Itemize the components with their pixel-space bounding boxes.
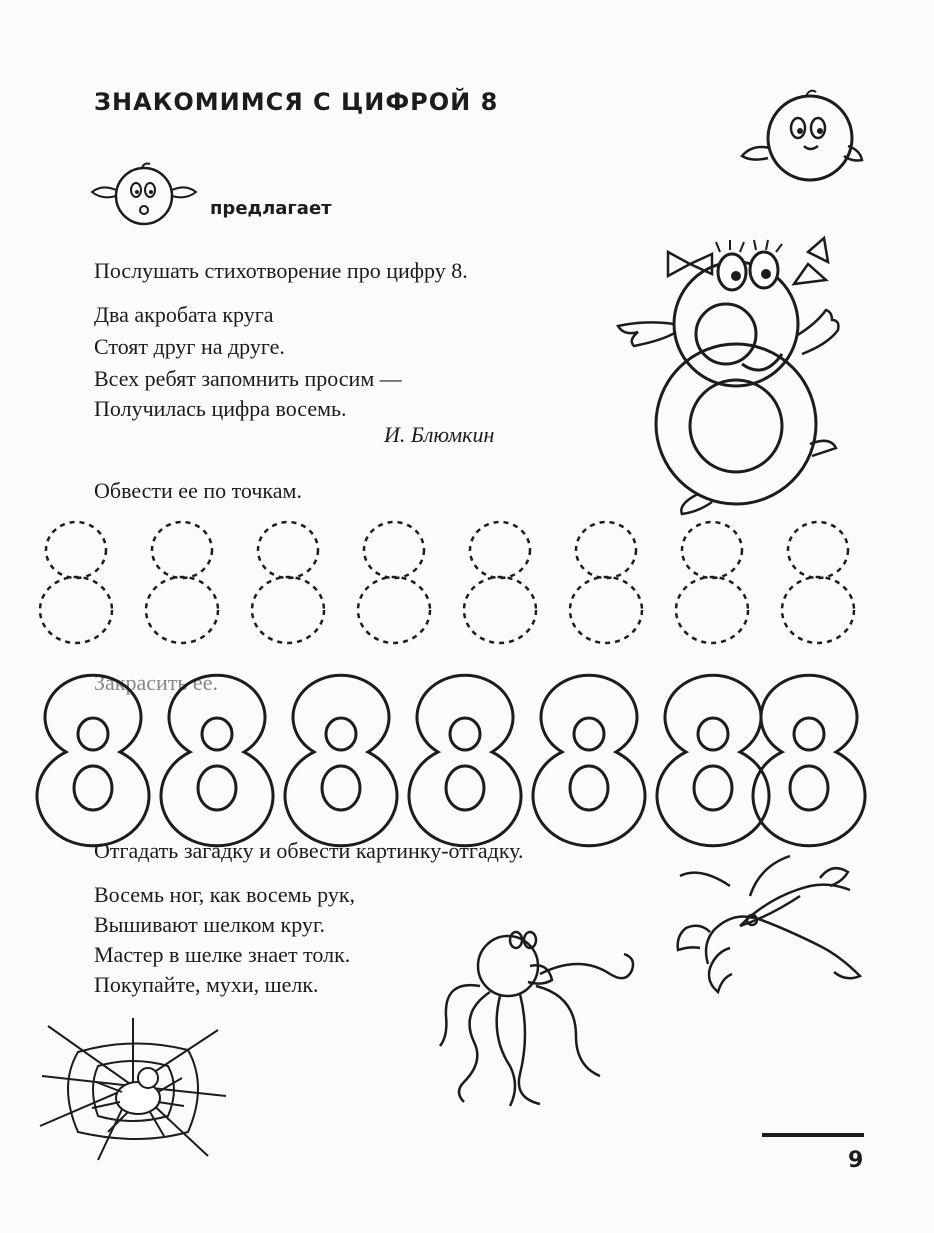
task-color: Закрасить ее. [94,670,218,695]
page-title: ЗНАКОМИМСЯ С ЦИФРОЙ 8 [94,88,499,116]
digit-eight-character-icon [614,224,844,514]
dotted-eight [570,522,642,643]
spider-web-icon[interactable] [38,1016,228,1162]
dotted-eight [676,522,748,643]
poem-line: Стоят друг на друге. [94,334,285,359]
crayfish-icon[interactable] [670,856,870,1002]
riddle-line: Вышивают шелком круг. [94,912,325,937]
dotted-eight [358,522,430,643]
outline-eight [285,675,397,846]
offer-label: предлагает [210,198,332,219]
outline-eight [37,675,149,846]
poem-author: И. Блюмкин [384,422,495,447]
dotted-eights-row [38,520,868,650]
outline-eight [753,675,865,846]
outline-eight [657,675,769,846]
outline-eights-row [36,700,866,830]
dotted-eight [464,522,536,643]
kolobok-small-icon [88,160,200,230]
riddle-line: Восемь ног, как восемь рук, [94,882,356,907]
task-riddle: Отгадать загадку и обвести картинку-отгадку. [94,838,524,863]
task-trace: Обвести ее по точкам. [94,478,302,503]
poem-line: Два акробата круга [94,302,274,327]
riddle-line: Мастер в шелке знает толк. [94,942,351,967]
task-listen: Послушать стихотворение про цифру 8. [94,258,468,283]
poem-line: Получилась цифра восемь. [94,396,347,421]
outline-eight [161,675,273,846]
octopus-icon[interactable] [440,926,650,1126]
page-number-rule [762,1133,864,1137]
kolobok-top-icon [740,88,870,188]
dotted-eight [40,522,112,643]
page-number: 9 [848,1148,864,1173]
outline-eight [409,675,521,846]
riddle-line: Покупайте, мухи, шелк. [94,972,319,997]
outline-eight [533,675,645,846]
dotted-eight [782,522,854,643]
dotted-eight [146,522,218,643]
dotted-eight [252,522,324,643]
poem-line: Всех ребят запомнить просим — [94,366,402,391]
